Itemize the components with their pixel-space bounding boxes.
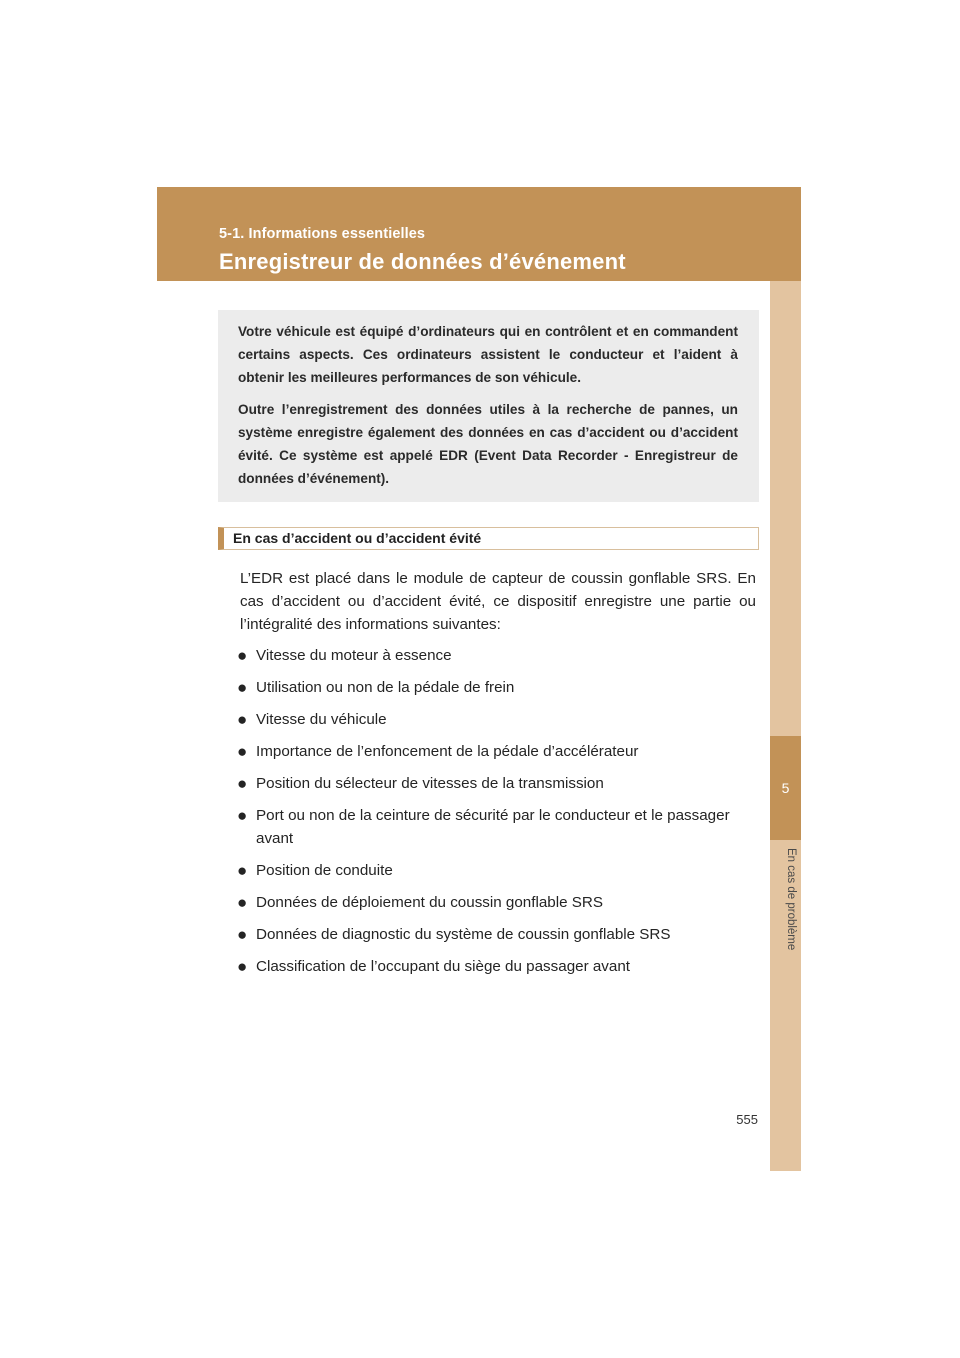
list-item-text: Position de conduite (256, 862, 393, 879)
list-item (237, 923, 759, 946)
subheading: En cas d’accident ou d’accident évité (218, 527, 759, 550)
bullet-icon: ● (237, 893, 248, 912)
bullet-icon: ● (237, 925, 248, 944)
section-label: 5-1. Informations essentielles (219, 226, 426, 242)
list-item-text: Position du sélecteur de vitesses de la transmission (256, 775, 604, 792)
list-item-text: Importance de l’enfoncement de la pédale d’accélérateur (256, 743, 639, 760)
bullet-icon: ● (237, 861, 248, 880)
list-item (237, 740, 759, 763)
list-item (237, 891, 759, 914)
page-title: Enregistreur de données d’événement (219, 249, 626, 274)
bullet-icon: ● (237, 710, 248, 729)
list-item-text: Données de diagnostic du système de coussin gonflable SRS (256, 926, 671, 943)
list-item (237, 859, 759, 882)
list-item (237, 676, 759, 699)
intro-paragraph: Outre l’enregistrement des données utiles à la recherche de pannes, un système enregistre également des données en cas d’accident ou d’accident évité. Ce système est appelé EDR (Event Data Recorder - Enregistreur de données d’événement). (238, 402, 738, 486)
bullet-icon: ● (237, 742, 248, 761)
chapter-number: 5 (781, 780, 790, 796)
bullet-icon: ● (237, 774, 248, 793)
list-item-text: Port ou non de la ceinture de sécurité par le conducteur et le passager avant (256, 807, 730, 847)
intro-paragraph: Votre véhicule est équipé d’ordinateurs qui en contrôlent et en commandent certains aspects. Ces ordinateurs assistent le conducteur et l’aident à obtenir les meilleures performances de son véhicule. (238, 324, 738, 385)
list-item (237, 955, 759, 978)
chapter-tab[interactable] (770, 736, 801, 840)
list-item (237, 644, 759, 667)
list-item (237, 804, 759, 850)
chapter-rail (770, 281, 801, 1171)
body-paragraph: L’EDR est placé dans le module de capteur de coussin gonflable SRS. En cas d’accident ou d’accident évité, ce dispositif enregistre une partie ou l’intégralité des informations suivantes: (240, 570, 756, 633)
list-item-text: Données de déploiement du coussin gonflable SRS (256, 894, 604, 911)
list-item-text: Vitesse du véhicule (256, 711, 387, 728)
bullet-list (237, 644, 759, 987)
bullet-icon: ● (237, 957, 248, 976)
intro-box (218, 310, 759, 502)
bullet-icon: ● (237, 646, 248, 665)
bullet-icon: ● (237, 678, 248, 697)
list-item-text: Classification de l’occupant du siège du passager avant (256, 958, 631, 975)
list-item-text: Utilisation ou non de la pédale de frein (256, 679, 515, 696)
chapter-title: En cas de problème (785, 848, 797, 951)
bullet-icon: ● (237, 806, 248, 825)
list-item-text: Vitesse du moteur à essence (256, 647, 452, 664)
page-number: 555 (736, 1112, 758, 1127)
list-item (237, 772, 759, 795)
list-item (237, 708, 759, 731)
